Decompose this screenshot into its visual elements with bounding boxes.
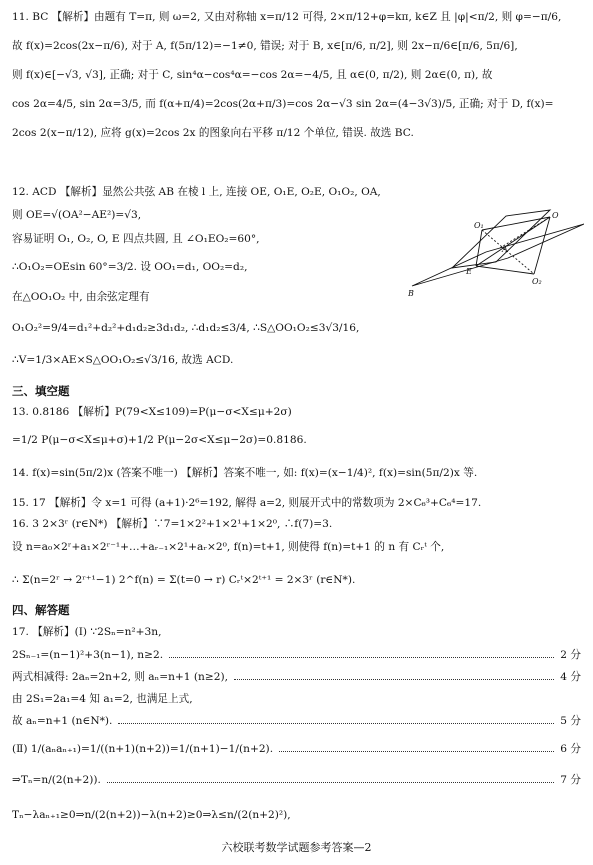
q17-step-5: (Ⅱ) 1/(aₙaₙ₊₁)=1/((n+1)(n+2))=1/(n+1)−1/(n+2). 6 分 [12,743,581,755]
q13-line-1: 13. 0.8186 【解析】P(79<X≤109)=P(μ−σ<X≤μ+2σ) [12,406,292,418]
q17-step-2: 两式相减得: 2aₙ=2n+2, 则 aₙ=n+1 (n≥2), 4 分 [12,671,581,683]
q16-line-1: 16. 3 2×3ʳ (r∈N*) 【解析】∵7=1×2²+1×2¹+1×2⁰, ∴f(7)=3. [12,518,333,530]
q12-line-5: 在△OO₁O₂ 中, 由余弦定理有 [12,291,150,303]
q13-line-2: =1/2 P(μ−σ<X≤μ+σ)+1/2 P(μ−2σ<X≤μ−2σ)=0.8186. [12,434,307,446]
score-label: 5 分 [560,715,581,727]
label-o1: O₁ [474,221,484,230]
q12-line-6: O₁O₂²=9/4=d₁²+d₂²+d₁d₂≥3d₁d₂, ∴d₁d₂≤3/4, ∴S△OO₁O₂≤3√3/16, [12,322,360,334]
q11-line-4: cos 2α=4/5, sin 2α=3/5, 而 f(α+π/4)=2cos(2α+π/3)=cos 2α−√3 sin 2α=(4−3√3)/5, 正确; 对于 D, f(x)= [12,98,554,110]
dihedral-angle-figure [408,208,584,298]
q16-line-2: 设 n=a₀×2ʳ+a₁×2ʳ⁻¹+…+aᵣ₋₁×2¹+aᵣ×2⁰, f(n)=t+1, 则使得 f(n)=t+1 的 n 有 Cᵣᵗ 个, [12,541,445,553]
q12-line-4: ∴O₁O₂=OEsin 60°=3/2. 设 OO₁=d₁, OO₂=d₂, [12,261,248,273]
section-solutions: 四、解答题 [12,603,70,617]
label-b: B [408,289,414,298]
q12-line-7: ∴V=1/3×AE×S△OO₁O₂≤√3/16, 故选 ACD. [12,354,234,366]
q12-line-1: 12. ACD 【解析】显然公共弦 AB 在棱 l 上, 连接 OE, O₁E, O₂E, O₁O₂, OA, [12,186,381,198]
label-o: O [552,211,559,220]
score-label: 7 分 [560,774,581,786]
q17-step-7: Tₙ−λaₙ₊₁≥0⇒n/(2(n+2))−λ(n+2)≥0⇒λ≤n/(2(n+2)²), [12,809,291,821]
q17-step-3: 由 2S₁=2a₁=4 知 a₁=2, 也满足上式, [12,693,193,705]
q12-line-2: 则 OE=√(OA²−AE²)=√3, [12,209,142,221]
q17-step-1: 2Sₙ₋₁=(n−1)²+3(n−1), n≥2. 2 分 [12,649,581,661]
q11-line-5: 2cos 2(x−π/12), 应将 g(x)=2cos 2x 的图象向右平移 π/12 个单位, 错误. 故选 BC. [12,127,414,139]
q11-line-2: 故 f(x)=2cos(2x−π/6), 对于 A, f(5π/12)=−1≠0, 错误; 对于 B, x∈[π/6, π/2], 则 2x−π/6∈[π/6, 5π/6], [12,40,518,52]
label-e: E [466,267,472,276]
score-label: 6 分 [560,743,581,755]
segment-o1e [476,230,482,266]
q17-line-1: 17. 【解析】(Ⅰ) ∵2Sₙ=n²+3n, [12,626,162,638]
plane-1 [412,224,584,286]
q17-step-6: ⇒Tₙ=n/(2(n+2)). 7 分 [12,774,581,786]
plane-2 [452,210,550,268]
page-footer: 六校联考数学试题参考答案—2 [221,841,372,854]
label-a: A [502,245,508,254]
q17-step-4: 故 aₙ=n+1 (n∈N*). 5 分 [12,715,581,727]
q12-line-3: 容易证明 O₁, O₂, O, E 四点共圆, 且 ∠O₁EO₂=60°, [12,233,260,245]
q15-line: 15. 17 【解析】令 x=1 可得 (a+1)·2⁶=192, 解得 a=2, 则展开式中的常数项为 2×C₆³+C₆⁴=17. [12,497,482,509]
q11-line-1: 11. BC 【解析】由题有 T=π, 则 ω=2, 又由对称轴 x=π/12 可得, 2×π/12+φ=kπ, k∈Z 且 |φ|<π/2, 则 φ=−π/6, [12,11,562,23]
q16-line-3: ∴ Σ(n=2ʳ → 2ʳ⁺¹−1) 2^f(n) = Σ(t=0 → r) Cᵣᵗ×2ᵗ⁺¹ = 2×3ʳ (r∈N*). [12,574,356,586]
q14-line: 14. f(x)=sin(5π/2)x (答案不唯一) 【解析】答案不唯一, 如: f(x)=(x−1/4)², f(x)=sin(5π/2)x 等. [12,467,478,479]
segment-o1o2 [482,230,534,274]
section-fill-blank: 三、填空题 [12,384,70,398]
label-o2: O₂ [532,277,542,286]
score-label: 4 分 [560,671,581,683]
q11-line-3: 则 f(x)∈[−√3, √3], 正确; 对于 C, sin⁴α−cos⁴α=−cos 2α=−4/5, 且 α∈(0, π/2), 则 2α∈(0, π), 故 [12,69,493,81]
score-label: 2 分 [560,649,581,661]
